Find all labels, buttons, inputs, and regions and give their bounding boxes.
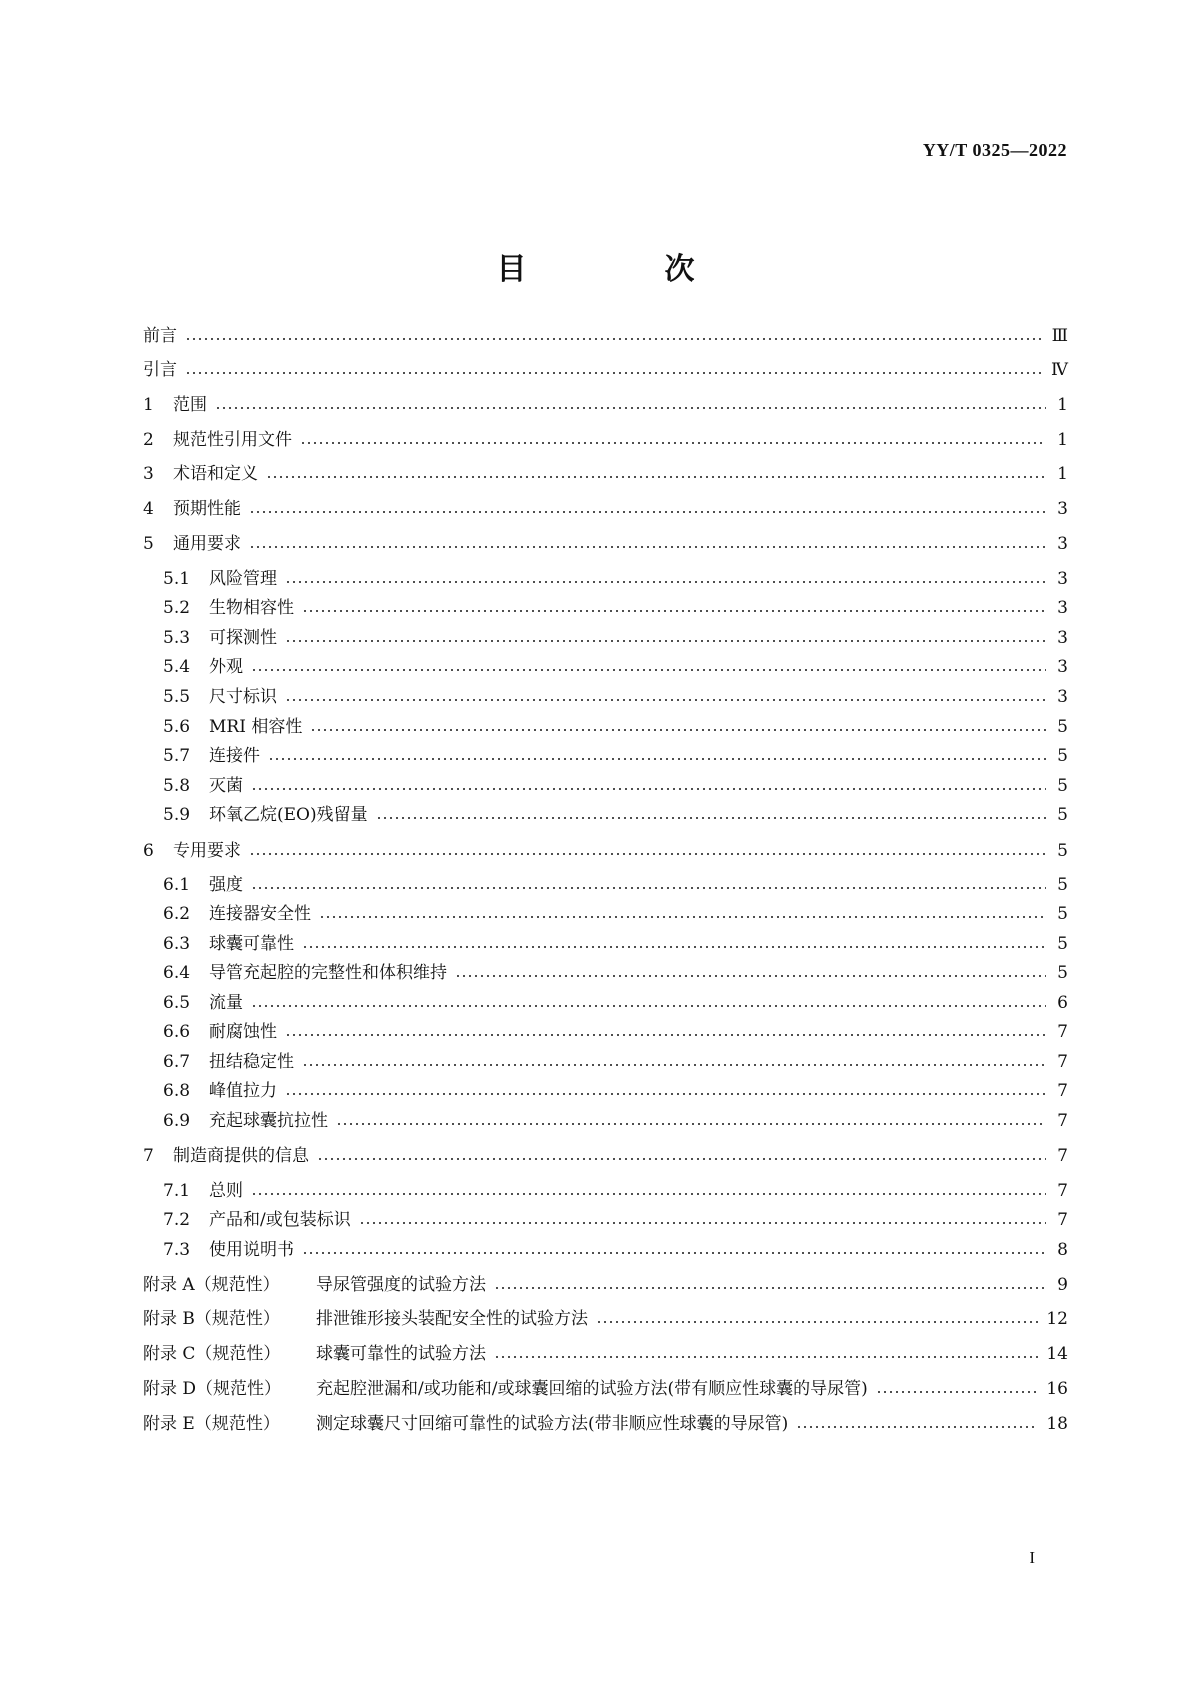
toc-entry[interactable] [143,1375,1068,1403]
toc-entry[interactable] [143,426,1068,454]
toc-entry-number: 7.2 [163,1210,191,1230]
toc-dot-leader [302,610,1046,612]
toc-entry-page: 5 [1057,746,1068,766]
toc-entry-page: 5 [1057,717,1068,737]
toc-entry-number: 6.8 [163,1081,191,1101]
toc-entry-page: 3 [1057,598,1068,618]
toc-dot-leader [455,975,1046,977]
toc-entry-title: 可探测性 [209,628,277,648]
toc-entry-page: 5 [1057,963,1068,983]
toc-entry-number: 5.7 [163,746,191,766]
toc-entry-page: 3 [1057,628,1068,648]
toc-entry-title: 耐腐蚀性 [209,1022,277,1042]
toc-entry-page: 5 [1057,805,1068,825]
toc-entry-title: 球囊可靠性的试验方法 [316,1344,486,1364]
toc-entry-number: 5.9 [163,805,191,825]
toc-entry[interactable] [163,594,1068,622]
toc-entry-page: 1 [1057,395,1068,415]
toc-entry-page: 5 [1057,904,1068,924]
toc-entry-page: 14 [1046,1344,1068,1364]
toc-entry-number: 2 [143,430,154,450]
toc-entry-number: 6.1 [163,875,191,895]
toc-title: 目 次 [496,252,749,287]
toc-entry[interactable] [163,1048,1068,1076]
toc-entry-title: 导尿管强度的试验方法 [316,1275,486,1295]
toc-entry-appendix-label: 附录 D（规范性） [143,1379,282,1399]
toc-entry-title: 流量 [209,993,243,1013]
toc-entry-number: 6.4 [163,963,191,983]
toc-dot-leader [285,1034,1046,1036]
toc-entry-number: 6.9 [163,1111,191,1131]
toc-dot-leader [359,1222,1046,1224]
toc-entry-number: 5.8 [163,776,191,796]
toc-dot-leader [302,1064,1046,1066]
toc-dot-leader [285,1093,1046,1095]
toc-dot-leader [376,817,1046,819]
toc-entry-page: 9 [1057,1275,1068,1295]
toc-dot-leader [266,476,1046,478]
toc-dot-leader [494,1356,1038,1358]
toc-dot-leader [596,1321,1038,1323]
toc-entry-appendix-label: 附录 E（规范性） [143,1414,280,1434]
toc-entry-number: 7 [143,1146,154,1166]
toc-entry-number: 6.5 [163,993,191,1013]
toc-dot-leader [302,946,1046,948]
toc-entry-title: 外观 [209,657,243,677]
toc-entry-title: 制造商提供的信息 [173,1146,309,1166]
toc-entry-title: 通用要求 [173,534,241,554]
toc-entry-page: 3 [1057,569,1068,589]
toc-entry-title: 规范性引用文件 [173,430,292,450]
toc-entry[interactable] [163,653,1068,681]
toc-entry[interactable] [163,900,1068,928]
toc-entry[interactable] [143,391,1068,419]
toc-entry-title: 连接件 [209,746,260,766]
toc-entry[interactable] [163,1107,1068,1135]
toc-entry-appendix-label: 附录 C（规范性） [143,1344,281,1364]
toc-dot-leader [796,1426,1038,1428]
toc-dot-leader [215,407,1046,409]
toc-dot-leader [185,338,1044,340]
toc-dot-leader [300,442,1046,444]
toc-entry[interactable] [143,1305,1068,1333]
toc-entry-page: Ⅳ [1051,360,1068,380]
toc-entry-title: 环氧乙烷(EO)残留量 [209,805,368,825]
toc-entry-appendix-label: 附录 A（规范性） [143,1275,280,1295]
toc-entry-number: 3 [143,464,154,484]
toc-entry-page: 1 [1057,464,1068,484]
toc-dot-leader [317,1158,1046,1160]
toc-entry-title: 测定球囊尺寸回缩可靠性的试验方法(带非顺应性球囊的导尿管) [316,1414,789,1434]
toc-entry-page: 5 [1057,776,1068,796]
toc-entry-page: 6 [1057,993,1068,1013]
toc-entry-title: 范围 [173,395,207,415]
toc-entry-page: 7 [1057,1210,1068,1230]
toc-entry-number: 6.2 [163,904,191,924]
toc-entry[interactable] [143,356,1068,384]
toc-entry-title: 峰值拉力 [209,1081,277,1101]
toc-entry-title: 强度 [209,875,243,895]
toc-dot-leader [310,729,1046,731]
footer-page-number: I [1029,1548,1035,1567]
toc-entry[interactable] [163,801,1068,829]
toc-dot-leader [251,788,1046,790]
toc-dot-leader [285,699,1046,701]
toc-entry-title: 充起腔泄漏和/或功能和/或球囊回缩的试验方法(带有顺应性球囊的导尿管) [316,1379,868,1399]
toc-entry[interactable] [143,1142,1068,1170]
toc-entry[interactable] [163,742,1068,770]
toc-entry-title: 扭结稳定性 [209,1052,294,1072]
toc-dot-leader [285,640,1046,642]
toc-entry-page: 7 [1057,1022,1068,1042]
toc-entry-page: 7 [1057,1081,1068,1101]
toc-entry-page: 5 [1057,841,1068,861]
toc-entry-appendix-label: 附录 B（规范性） [143,1309,280,1329]
toc-entry-number: 1 [143,395,154,415]
toc-entry-title: 灭菌 [209,776,243,796]
toc-entry-number: 5.3 [163,628,191,648]
toc-dot-leader [336,1123,1046,1125]
toc-entry-title: 充起球囊抗拉性 [209,1111,328,1131]
toc-entry-title: 产品和/或包装标识 [209,1210,351,1230]
toc-entry[interactable] [163,1177,1068,1205]
toc-entry-number: 5.6 [163,717,191,737]
toc-entry[interactable] [143,1271,1068,1299]
document-code: YY/T 0325—2022 [922,140,1067,160]
toc-entry-title: 风险管理 [209,569,277,589]
toc-entry-page: 5 [1057,934,1068,954]
toc-entry[interactable] [143,495,1068,523]
toc-entry-title: 生物相容性 [209,598,294,618]
toc-dot-leader [251,1005,1046,1007]
toc-entry-page: 7 [1057,1052,1068,1072]
toc-dot-leader [494,1287,1046,1289]
toc-entry[interactable] [143,1410,1068,1438]
toc-entry-page: 7 [1057,1181,1068,1201]
toc-entry-title: 导管充起腔的完整性和体积维持 [209,963,447,983]
toc-dot-leader [319,916,1046,918]
toc-entry-number: 6 [143,841,154,861]
toc-entry-title: 总则 [209,1181,243,1201]
toc-entry-page: 3 [1057,499,1068,519]
toc-entry[interactable] [143,1340,1068,1368]
toc-entry[interactable] [163,871,1068,899]
toc-entry-title: 术语和定义 [173,464,258,484]
toc-entry-number: 5.1 [163,569,191,589]
toc-dot-leader [251,887,1046,889]
toc-dot-leader [251,669,1046,671]
toc-entry-number: 6.6 [163,1022,191,1042]
toc-entry[interactable] [163,683,1068,711]
toc-entry-number: 6.7 [163,1052,191,1072]
toc-entry-title: 排泄锥形接头装配安全性的试验方法 [316,1309,588,1329]
toc-entry-page: 16 [1046,1379,1068,1399]
toc-dot-leader [249,853,1046,855]
toc-entry-page: 3 [1057,657,1068,677]
toc-entry-title: 专用要求 [173,841,241,861]
toc-entry-title: 预期性能 [173,499,241,519]
toc-entry-number: 5 [143,534,154,554]
toc-entry-title: 引言 [143,360,177,380]
toc-entry[interactable] [163,989,1068,1017]
toc-entry-number: 5.5 [163,687,191,707]
toc-entry-number: 7.3 [163,1240,191,1260]
toc-entry[interactable] [163,930,1068,958]
toc-entry-number: 7.1 [163,1181,191,1201]
toc-entry-page: 5 [1057,875,1068,895]
toc-entry-number: 6.3 [163,934,191,954]
toc-entry[interactable] [143,530,1068,558]
toc-entry-title: 尺寸标识 [209,687,277,707]
toc-dot-leader [185,372,1043,374]
toc-entry[interactable] [163,565,1068,593]
toc-entry-number: 4 [143,499,154,519]
toc-entry-page: 3 [1057,534,1068,554]
toc-entry[interactable] [143,837,1068,865]
toc-entry-title: 连接器安全性 [209,904,311,924]
toc-entry-page: 12 [1046,1309,1068,1329]
toc-entry-page: 18 [1046,1414,1068,1434]
toc-dot-leader [249,546,1046,548]
toc-entry[interactable] [143,460,1068,488]
toc-entry-page: 3 [1057,687,1068,707]
toc-dot-leader [249,511,1046,513]
toc-dot-leader [876,1391,1039,1393]
toc-dot-leader [268,758,1046,760]
toc-entry-title: 前言 [143,326,177,346]
toc-entry-title: MRI 相容性 [209,717,303,737]
toc-entry-page: 7 [1057,1111,1068,1131]
toc-entry[interactable] [163,772,1068,800]
toc-entry[interactable] [163,1018,1068,1046]
toc-entry[interactable] [163,1236,1068,1264]
toc-entry-title: 使用说明书 [209,1240,294,1260]
toc-entry-number: 5.4 [163,657,191,677]
toc-entry[interactable] [163,1206,1068,1234]
toc-entry-number: 5.2 [163,598,191,618]
toc-entry[interactable] [163,713,1068,741]
toc-entry[interactable] [143,322,1068,350]
toc-entry-title: 球囊可靠性 [209,934,294,954]
toc-entry-page: 1 [1057,430,1068,450]
toc-dot-leader [285,581,1046,583]
toc-entry[interactable] [163,1077,1068,1105]
toc-entry-page: 7 [1057,1146,1068,1166]
toc-dot-leader [302,1252,1046,1254]
toc-entry[interactable] [163,959,1068,987]
toc-dot-leader [251,1193,1046,1195]
toc-entry[interactable] [163,624,1068,652]
table-of-contents [143,0,1068,1684]
toc-entry-page: Ⅲ [1051,326,1068,346]
toc-entry-page: 8 [1057,1240,1068,1260]
